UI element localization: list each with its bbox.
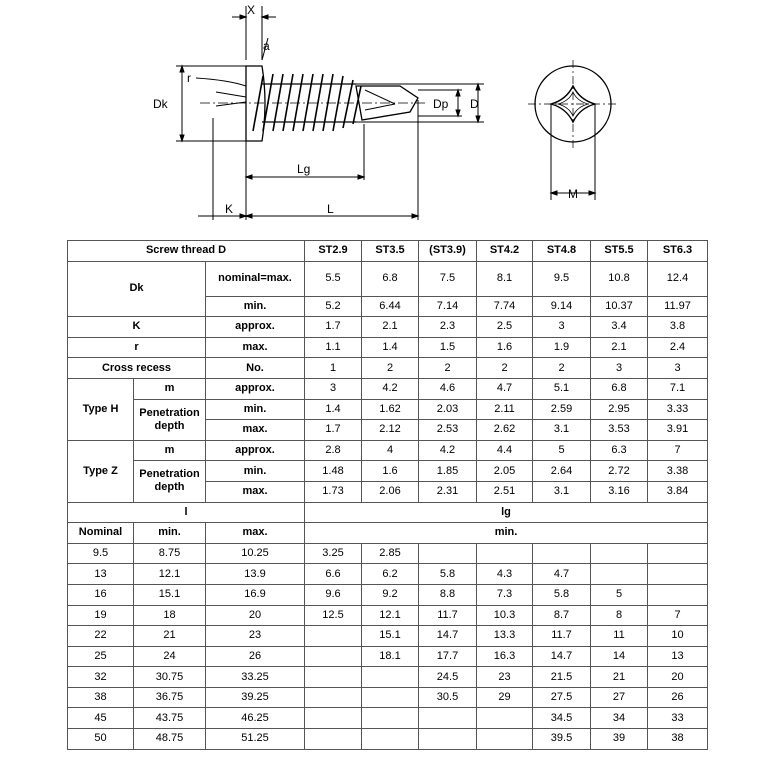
table-row xyxy=(68,729,708,750)
min-header: min. xyxy=(134,523,206,544)
lg-cell xyxy=(477,543,533,564)
value-cell: 2 xyxy=(362,358,419,379)
max-cell: 46.25 xyxy=(206,708,305,729)
lg-cell xyxy=(419,543,477,564)
lg-cell: 4.3 xyxy=(477,564,533,585)
nominal-cell: 38 xyxy=(68,687,134,708)
qualifier: approx. xyxy=(206,440,305,461)
qualifier: nominal=max. xyxy=(206,261,305,296)
value-cell: 7 xyxy=(648,440,708,461)
label-dp: Dp xyxy=(433,97,449,111)
value-cell: 3.16 xyxy=(591,481,648,502)
value-cell: 5 xyxy=(533,440,591,461)
type-z-pen-min-row xyxy=(68,461,708,482)
value-cell: 9.14 xyxy=(533,296,591,317)
label-lg: Lg xyxy=(297,162,311,176)
size-cell: ST4.2 xyxy=(477,241,533,262)
value-cell: 4.6 xyxy=(419,378,477,399)
value-cell: 4.4 xyxy=(477,440,533,461)
value-cell: 2.11 xyxy=(477,399,533,420)
lg-cell xyxy=(591,564,648,585)
lg-cell: 11.7 xyxy=(419,605,477,626)
value-cell: 2.12 xyxy=(362,420,419,441)
value-cell: 2.95 xyxy=(591,399,648,420)
lg-cell: 21.5 xyxy=(533,667,591,688)
value-cell: 2.1 xyxy=(591,337,648,358)
lg-cell: 10 xyxy=(648,626,708,647)
nominal-cell: 32 xyxy=(68,667,134,688)
table-row xyxy=(68,646,708,667)
lg-cell xyxy=(362,729,419,750)
lg-cell: 12.5 xyxy=(305,605,362,626)
sub-label-penetration: Penetration depth xyxy=(134,399,206,440)
length-subheader-row xyxy=(68,523,708,544)
lg-cell: 5 xyxy=(591,584,648,605)
label-r: r xyxy=(187,71,191,85)
lg-cell xyxy=(419,729,477,750)
size-cell: ST6.3 xyxy=(648,241,708,262)
lg-cell xyxy=(648,564,708,585)
value-cell: 4.2 xyxy=(419,440,477,461)
nominal-cell: 9.5 xyxy=(68,543,134,564)
lg-cell: 29 xyxy=(477,687,533,708)
lg-cell: 39.5 xyxy=(533,729,591,750)
lg-cell xyxy=(305,646,362,667)
nominal-cell: 45 xyxy=(68,708,134,729)
value-cell: 2.31 xyxy=(419,481,477,502)
row-label-r: r xyxy=(68,337,206,358)
table-row xyxy=(68,543,708,564)
lg-cell xyxy=(477,708,533,729)
value-cell: 3.84 xyxy=(648,481,708,502)
header-row xyxy=(68,241,708,262)
value-cell: 6.44 xyxy=(362,296,419,317)
lg-cell xyxy=(648,584,708,605)
lg-header: lg xyxy=(305,502,708,523)
value-cell: 1.1 xyxy=(305,337,362,358)
lg-cell: 17.7 xyxy=(419,646,477,667)
value-cell: 1.62 xyxy=(362,399,419,420)
lg-cell: 8.7 xyxy=(533,605,591,626)
min-cell: 21 xyxy=(134,626,206,647)
lg-cell: 18.1 xyxy=(362,646,419,667)
lg-cell: 14.7 xyxy=(533,646,591,667)
lg-cell xyxy=(362,667,419,688)
nominal-cell: 25 xyxy=(68,646,134,667)
lg-cell xyxy=(305,667,362,688)
lg-cell: 8.8 xyxy=(419,584,477,605)
value-cell: 2.8 xyxy=(305,440,362,461)
row-label-dk: Dk xyxy=(68,261,206,317)
max-cell: 39.25 xyxy=(206,687,305,708)
qualifier: max. xyxy=(206,337,305,358)
lg-cell: 9.2 xyxy=(362,584,419,605)
max-cell: 10.25 xyxy=(206,543,305,564)
value-cell: 2 xyxy=(419,358,477,379)
lg-cell: 34 xyxy=(591,708,648,729)
value-cell: 1.4 xyxy=(305,399,362,420)
min-cell: 15.1 xyxy=(134,584,206,605)
value-cell: 1.48 xyxy=(305,461,362,482)
value-cell: 3 xyxy=(305,378,362,399)
sub-label-m: m xyxy=(134,378,206,399)
table-row xyxy=(68,584,708,605)
lg-min-header: min. xyxy=(305,523,708,544)
value-cell: 3.1 xyxy=(533,420,591,441)
lg-cell xyxy=(305,687,362,708)
label-dk: Dk xyxy=(153,97,168,111)
value-cell: 2.59 xyxy=(533,399,591,420)
value-cell: 5.5 xyxy=(305,261,362,296)
max-cell: 51.25 xyxy=(206,729,305,750)
value-cell: 2.72 xyxy=(591,461,648,482)
lg-cell: 23 xyxy=(477,667,533,688)
cross-recess-row xyxy=(68,358,708,379)
lg-cell xyxy=(305,729,362,750)
value-cell: 2.51 xyxy=(477,481,533,502)
r-row xyxy=(68,337,708,358)
lg-cell: 27 xyxy=(591,687,648,708)
value-cell: 1.73 xyxy=(305,481,362,502)
value-cell: 6.8 xyxy=(591,378,648,399)
value-cell: 7.14 xyxy=(419,296,477,317)
lg-cell: 16.3 xyxy=(477,646,533,667)
value-cell: 1.7 xyxy=(305,420,362,441)
length-header-row xyxy=(68,502,708,523)
lg-cell: 4.7 xyxy=(533,564,591,585)
value-cell: 2.03 xyxy=(419,399,477,420)
size-cell: ST4.8 xyxy=(533,241,591,262)
qualifier: max. xyxy=(206,481,305,502)
row-label-cross-recess: Cross recess xyxy=(68,358,206,379)
value-cell: 2 xyxy=(477,358,533,379)
value-cell: 2.4 xyxy=(648,337,708,358)
value-cell: 2 xyxy=(533,358,591,379)
qualifier: No. xyxy=(206,358,305,379)
sub-label-penetration: Penetration depth xyxy=(134,461,206,502)
lg-cell: 14.7 xyxy=(419,626,477,647)
value-cell: 3 xyxy=(648,358,708,379)
value-cell: 5.2 xyxy=(305,296,362,317)
value-cell: 1.6 xyxy=(362,461,419,482)
value-cell: 3.4 xyxy=(591,317,648,338)
value-cell: 6.3 xyxy=(591,440,648,461)
value-cell: 2.3 xyxy=(419,317,477,338)
sub-label-m: m xyxy=(134,440,206,461)
value-cell: 3.53 xyxy=(591,420,648,441)
lg-cell xyxy=(305,626,362,647)
qualifier: approx. xyxy=(206,378,305,399)
label-k: K xyxy=(225,202,234,216)
lg-cell: 7.3 xyxy=(477,584,533,605)
lg-cell xyxy=(533,543,591,564)
label-l: L xyxy=(327,202,334,216)
value-cell: 3.8 xyxy=(648,317,708,338)
row-label-type-z: Type Z xyxy=(68,440,134,502)
table-row xyxy=(68,626,708,647)
value-cell: 2.06 xyxy=(362,481,419,502)
lg-cell: 14 xyxy=(591,646,648,667)
value-cell: 1.6 xyxy=(477,337,533,358)
qualifier: min. xyxy=(206,296,305,317)
type-z-m-row xyxy=(68,440,708,461)
value-cell: 4.2 xyxy=(362,378,419,399)
value-cell: 4.7 xyxy=(477,378,533,399)
value-cell: 4 xyxy=(362,440,419,461)
lg-cell xyxy=(648,543,708,564)
value-cell: 2.64 xyxy=(533,461,591,482)
lg-cell: 13 xyxy=(648,646,708,667)
qualifier: min. xyxy=(206,461,305,482)
size-cell: ST2.9 xyxy=(305,241,362,262)
size-cell: (ST3.9) xyxy=(419,241,477,262)
max-cell: 33.25 xyxy=(206,667,305,688)
lg-cell: 12.1 xyxy=(362,605,419,626)
lg-cell: 30.5 xyxy=(419,687,477,708)
value-cell: 3 xyxy=(591,358,648,379)
nominal-cell: 22 xyxy=(68,626,134,647)
label-a: a xyxy=(263,39,270,53)
lg-cell xyxy=(591,543,648,564)
lg-cell: 39 xyxy=(591,729,648,750)
value-cell: 3.1 xyxy=(533,481,591,502)
nominal-cell: 50 xyxy=(68,729,134,750)
qualifier: max. xyxy=(206,420,305,441)
dk-nominal-row xyxy=(68,261,708,296)
value-cell: 2.62 xyxy=(477,420,533,441)
value-cell: 3.33 xyxy=(648,399,708,420)
k-row xyxy=(68,317,708,338)
lg-cell xyxy=(477,729,533,750)
table-row xyxy=(68,687,708,708)
nominal-cell: 16 xyxy=(68,584,134,605)
label-x: X xyxy=(247,3,256,17)
table-row xyxy=(68,564,708,585)
value-cell: 8.1 xyxy=(477,261,533,296)
min-cell: 30.75 xyxy=(134,667,206,688)
min-cell: 36.75 xyxy=(134,687,206,708)
table-row xyxy=(68,605,708,626)
lg-cell: 26 xyxy=(648,687,708,708)
max-cell: 16.9 xyxy=(206,584,305,605)
value-cell: 9.5 xyxy=(533,261,591,296)
value-cell: 1.5 xyxy=(419,337,477,358)
lg-cell: 27.5 xyxy=(533,687,591,708)
value-cell: 7.74 xyxy=(477,296,533,317)
value-cell: 1.9 xyxy=(533,337,591,358)
lg-cell xyxy=(419,708,477,729)
value-cell: 1 xyxy=(305,358,362,379)
lg-cell: 3.25 xyxy=(305,543,362,564)
lg-cell: 2.85 xyxy=(362,543,419,564)
value-cell: 7.1 xyxy=(648,378,708,399)
value-cell: 2.05 xyxy=(477,461,533,482)
lg-cell: 15.1 xyxy=(362,626,419,647)
lg-cell: 21 xyxy=(591,667,648,688)
nominal-cell: 13 xyxy=(68,564,134,585)
max-cell: 26 xyxy=(206,646,305,667)
value-cell: 3.38 xyxy=(648,461,708,482)
lg-cell: 13.3 xyxy=(477,626,533,647)
l-header: l xyxy=(68,502,305,523)
lg-cell: 11.7 xyxy=(533,626,591,647)
lg-cell: 7 xyxy=(648,605,708,626)
value-cell: 5.1 xyxy=(533,378,591,399)
size-cell: ST5.5 xyxy=(591,241,648,262)
max-cell: 23 xyxy=(206,626,305,647)
lg-cell: 9.6 xyxy=(305,584,362,605)
lg-cell: 38 xyxy=(648,729,708,750)
lg-cell xyxy=(362,687,419,708)
row-label-type-h: Type H xyxy=(68,378,134,440)
value-cell: 1.85 xyxy=(419,461,477,482)
lg-cell: 6.2 xyxy=(362,564,419,585)
row-label-k: K xyxy=(68,317,206,338)
table-row xyxy=(68,667,708,688)
lg-cell xyxy=(305,708,362,729)
max-cell: 13.9 xyxy=(206,564,305,585)
min-cell: 48.75 xyxy=(134,729,206,750)
min-cell: 8.75 xyxy=(134,543,206,564)
lg-cell: 20 xyxy=(648,667,708,688)
value-cell: 1.7 xyxy=(305,317,362,338)
value-cell: 6.8 xyxy=(362,261,419,296)
min-cell: 12.1 xyxy=(134,564,206,585)
value-cell: 3 xyxy=(533,317,591,338)
value-cell: 1.4 xyxy=(362,337,419,358)
max-cell: 20 xyxy=(206,605,305,626)
lg-cell: 6.6 xyxy=(305,564,362,585)
value-cell: 2.1 xyxy=(362,317,419,338)
value-cell: 3.91 xyxy=(648,420,708,441)
value-cell: 12.4 xyxy=(648,261,708,296)
label-d: D xyxy=(470,97,479,111)
screw-drawing xyxy=(0,0,766,240)
value-cell: 11.97 xyxy=(648,296,708,317)
lg-cell xyxy=(362,708,419,729)
lg-cell: 5.8 xyxy=(533,584,591,605)
lg-cell: 11 xyxy=(591,626,648,647)
nominal-cell: 19 xyxy=(68,605,134,626)
lg-cell: 10.3 xyxy=(477,605,533,626)
lg-cell: 34.5 xyxy=(533,708,591,729)
value-cell: 2.5 xyxy=(477,317,533,338)
value-cell: 2.53 xyxy=(419,420,477,441)
header-title: Screw thread D xyxy=(68,241,305,262)
value-cell: 10.37 xyxy=(591,296,648,317)
min-cell: 18 xyxy=(134,605,206,626)
min-cell: 24 xyxy=(134,646,206,667)
table-row xyxy=(68,708,708,729)
qualifier: approx. xyxy=(206,317,305,338)
label-m: M xyxy=(568,187,578,201)
lg-cell: 8 xyxy=(591,605,648,626)
lg-cell: 5.8 xyxy=(419,564,477,585)
qualifier: min. xyxy=(206,399,305,420)
type-h-m-row xyxy=(68,378,708,399)
min-cell: 43.75 xyxy=(134,708,206,729)
type-h-pen-min-row xyxy=(68,399,708,420)
lg-cell: 33 xyxy=(648,708,708,729)
max-header: max. xyxy=(206,523,305,544)
lg-cell: 24.5 xyxy=(419,667,477,688)
spec-table xyxy=(67,240,708,750)
value-cell: 10.8 xyxy=(591,261,648,296)
nominal-header: Nominal xyxy=(68,523,134,544)
size-cell: ST3.5 xyxy=(362,241,419,262)
value-cell: 7.5 xyxy=(419,261,477,296)
